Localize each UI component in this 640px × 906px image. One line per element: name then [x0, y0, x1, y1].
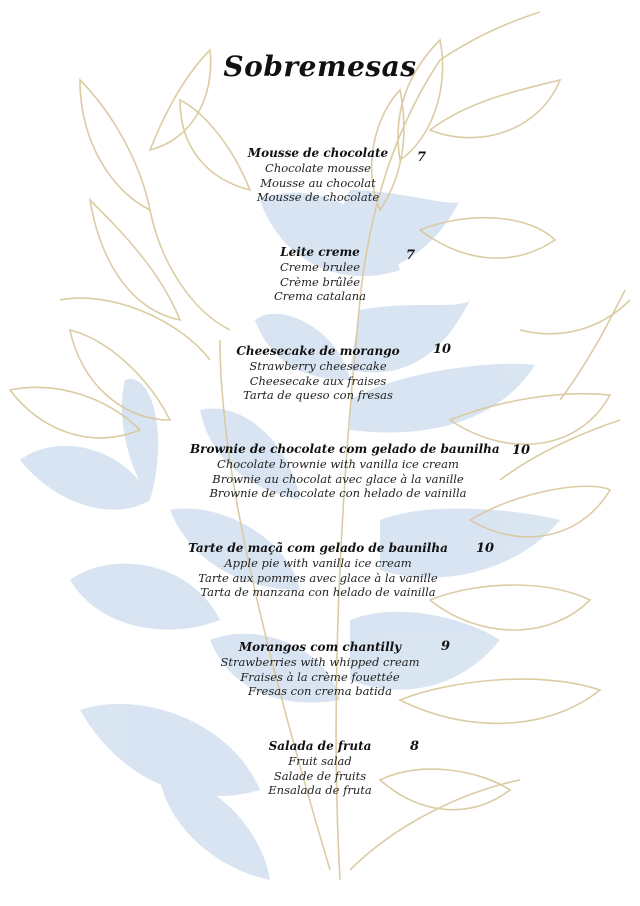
item-translation-es: Tarta de queso con fresas	[243, 388, 393, 402]
item-name: Salada de fruta	[268, 739, 372, 753]
item-translation-fr: Brownie au chocolat avec glace à la vanille	[212, 471, 464, 486]
item-translation-es: Mousse de chocolate	[256, 190, 380, 204]
item-translation-fr: Cheesecake aux fraises	[249, 373, 387, 388]
item-translation-en: Strawberries with whipped cream	[220, 655, 420, 669]
item-translation-en: Apple pie with vanilla ice cream	[224, 556, 412, 570]
item-translation-es: Crema catalana	[273, 289, 367, 303]
item-name: Leite creme	[280, 245, 360, 259]
item-translation-en: Chocolate mousse	[265, 161, 371, 175]
item-price: 10	[476, 541, 495, 556]
item-translation-en: Fruit salad	[288, 754, 352, 768]
menu-item	[190, 442, 500, 501]
item-translation-en: Strawberry cheesecake	[249, 359, 387, 373]
item-translation-fr: Tarte aux pommes avec glace à la vanille	[198, 570, 438, 585]
item-price: 7	[406, 248, 416, 263]
item-price: 8	[410, 739, 420, 754]
menu-item	[200, 344, 436, 403]
item-translation-fr: Mousse au chocolat	[260, 175, 376, 190]
menu-item	[200, 146, 436, 205]
item-price: 10	[433, 342, 452, 357]
item-translation-en: Chocolate brownie with vanilla ice cream	[217, 457, 459, 471]
item-translation-fr: Crème brûlée	[279, 274, 361, 289]
menu-title: Sobremesas	[223, 50, 417, 83]
item-translation-es: Fresas con crema batida	[248, 684, 392, 698]
menu-item	[220, 739, 420, 798]
menu-item	[200, 640, 440, 699]
item-translation-es: Ensalada de fruta	[268, 783, 372, 797]
item-price: 7	[417, 150, 427, 165]
item-name: Tarte de maçã com gelado de baunilha	[188, 541, 448, 555]
item-translation-fr: Salade de fruits	[273, 768, 367, 783]
item-price: 10	[512, 443, 531, 458]
item-translation-en: Creme brulee	[279, 260, 361, 274]
item-name: Morangos com chantilly	[238, 640, 402, 654]
menu-item	[180, 541, 456, 600]
item-translation-es: Brownie de chocolate con helado de vainilla	[209, 486, 467, 500]
item-name: Brownie de chocolate com gelado de baunilha	[190, 442, 500, 456]
item-translation-es: Tarta de manzana con helado de vainilla	[200, 585, 436, 599]
menu-item	[220, 245, 420, 304]
item-name: Cheesecake de morango	[236, 344, 400, 358]
item-price: 9	[441, 639, 451, 654]
item-name: Mousse de chocolate	[247, 146, 389, 160]
item-translation-fr: Fraises à la crème fouettée	[240, 669, 400, 684]
